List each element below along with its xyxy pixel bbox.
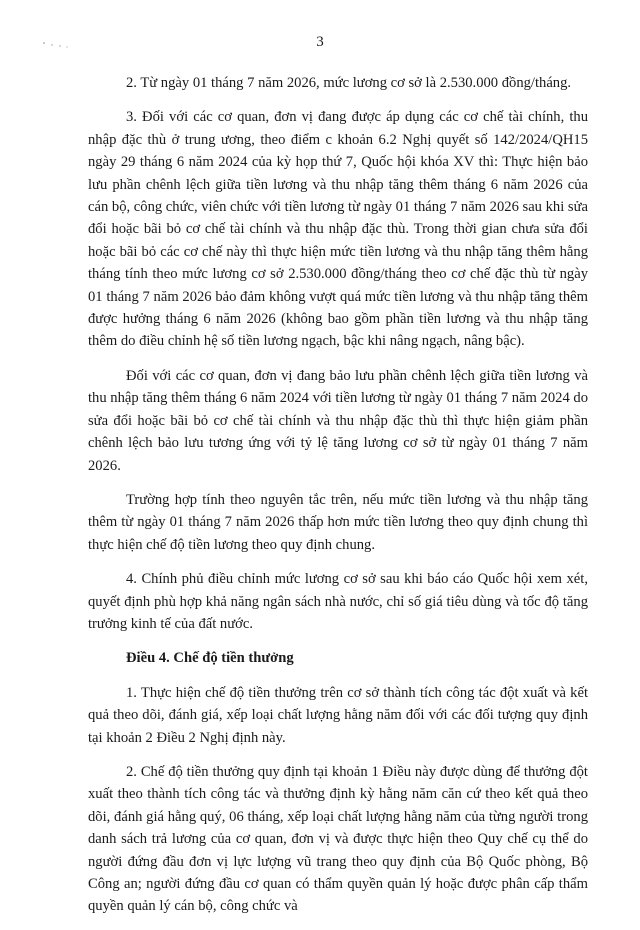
paragraph-government-adjustment: 4. Chính phủ điều chỉnh mức lương cơ sở sau khi báo cáo Quốc hội xem xét, quyết định phù hợp khả năng ngân sách nhà nước, chỉ số giá tiêu dùng và tốc độ tăng trưởng kinh tế của đất nước. [88,571,588,632]
paragraph-retained-difference: Đối với các cơ quan, đơn vị đang bảo lưu phần chênh lệch giữa tiền lương và thu nhập tăng thêm tháng 6 năm 2024 với tiền lương từ ngày 01 tháng 7 năm 2024 do sửa đổi hoặc bãi bỏ cơ chế tài chính và thu nhập đặc thù thì thực hiện giảm phần chênh lệch bảo lưu tương ứng với tỷ lệ tăng lương cơ sở từ ngày 01 tháng 7 năm 2026. [88,367,588,474]
paragraph-base-salary: 2. Từ ngày 01 tháng 7 năm 2026, mức lương cơ sở là 2.530.000 đồng/tháng. [126,75,572,91]
paragraph-special-mechanism: 3. Đối với các cơ quan, đơn vị đang được áp dụng các cơ chế tài chính, thu nhập đặc thù ở trung ương, theo điểm c khoản 6.2 Nghị quyết số 142/2024/QH15 ngày 29 tháng 6 năm 2024 của kỳ họp thứ 7, Quốc hội khóa XV thì: Thực hiện bảo lưu phần chênh lệch giữa tiền lương và thu nhập tăng thêm tháng 6 năm 2026 của cán bộ, công chức, viên chức với tiền lương từ ngày 01 tháng 7 năm 2026 sau khi sửa đổi hoặc bãi bỏ cơ chế tài chính và thu nhập đặc thù. Trong thời gian chưa sửa đổi hoặc bãi bỏ các cơ chế này thì thực hiện mức tiền lương và thu nhập tăng thêm hằng tháng tính theo mức lương cơ sở 2.530.000 đồng/tháng theo cơ chế đặc thù từ ngày 01 tháng 7 năm 2026 bảo đảm không vượt quá mức tiền lương và thu nhập tăng thêm được hưởng tháng 6 năm 2026 (không bao gồm phần tiền lương và thu nhập tăng thêm do điều chỉnh hệ số tiền lương ngạch, bậc khi nâng ngạch, nâng bậc). [88,109,588,350]
paragraph-bonus-usage: 2. Chế độ tiền thưởng quy định tại khoản 1 Điều này được dùng để thưởng đột xuất theo thành tích công tác và thưởng định kỳ hằng năm căn cứ theo kết quả theo dõi, đánh giá hằng quý, 06 tháng, xếp loại chất lượng hằng năm của từng người trong danh sách trả lương của cơ quan, đơn vị và được thực hiện theo Quy chế cụ thể do người đứng đầu đơn vị lực lượng vũ trang theo quy định của Bộ Quốc phòng, Bộ Công an; người đứng đầu cơ quan có thẩm quyền quản lý hoặc được phân cấp thẩm quyền quản lý cán bộ, công chức và [88,763,588,915]
paragraph-lower-salary-case: Trường hợp tính theo nguyên tắc trên, nếu mức tiền lương và thu nhập tăng thêm từ ngày 01 tháng 7 năm 2026 thấp hơn mức tiền lương theo quy định chung thì thực hiện chế độ tiền lương theo quy định chung. [88,491,588,553]
document-body [88,72,588,930]
paragraph-bonus-basis: 1. Thực hiện chế độ tiền thưởng trên cơ sở thành tích công tác đột xuất và kết quả theo dõi, đánh giá, xếp loại chất lượng hằng năm đối với các đối tượng quy định tại khoản 2 Điều 2 Nghị định này. [88,684,588,746]
page-number: 3 [316,34,324,50]
article-heading: Điều 4. Chế độ tiền thưởng [126,650,294,667]
